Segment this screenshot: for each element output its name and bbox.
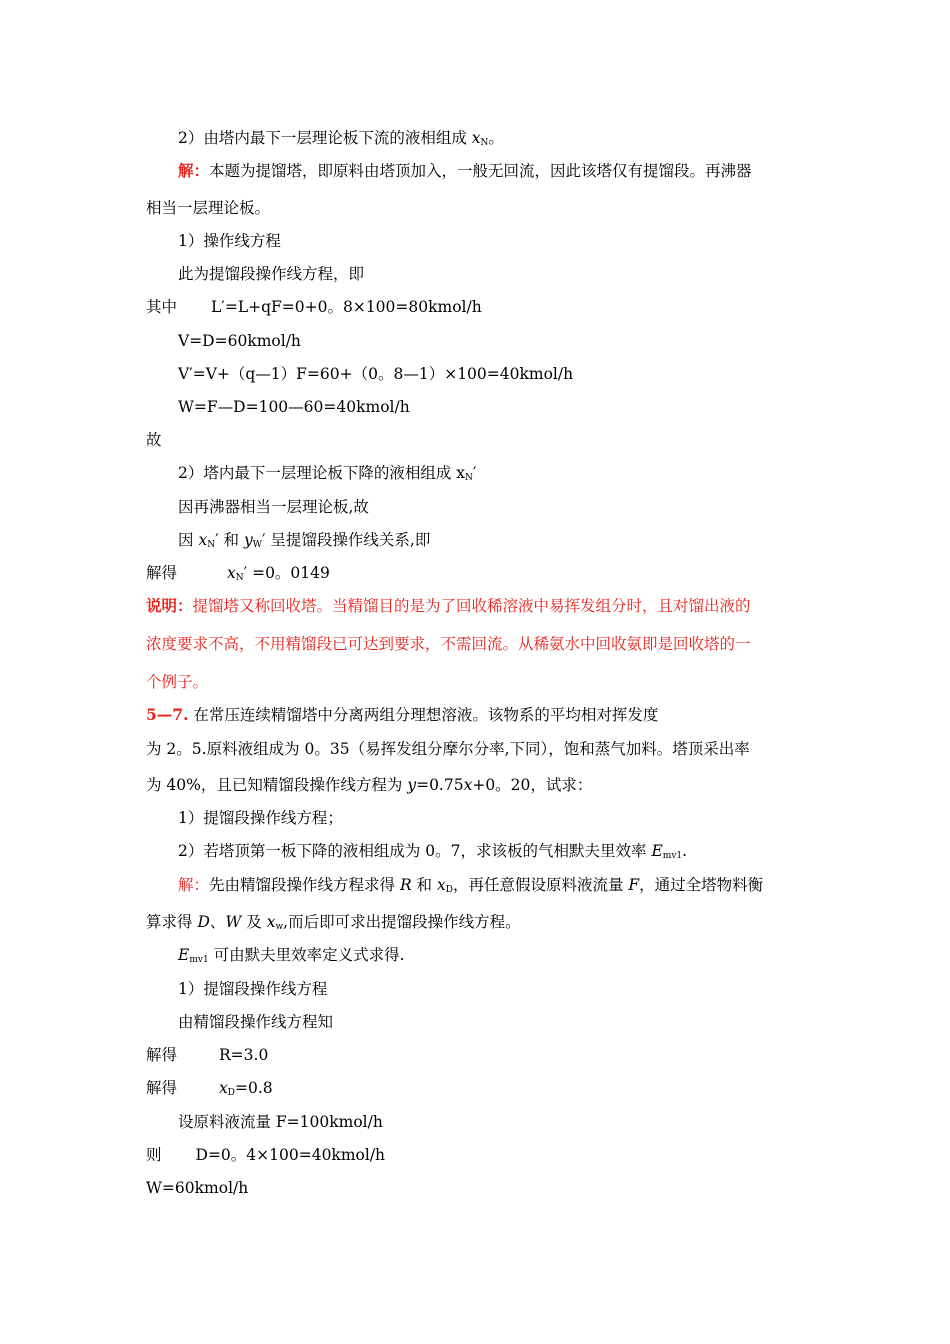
text: 因 [178,531,199,549]
text: 由精馏段操作线方程知 [178,1013,334,1031]
text: 为 2。5.原料液组成为 0。35（易挥发组分摩尔分率,下同），饱和蒸气加料。塔顶采出率 [146,740,750,758]
var: x [471,129,481,147]
text: 解得 [146,1046,178,1064]
text-line [178,530,842,550]
text: +0。20，试求： [472,776,593,794]
subscript: D [445,885,453,895]
var: F [628,876,640,894]
text-line [146,1145,810,1165]
text: 此为提馏段操作线方程，即 [178,265,365,283]
equation: L′=L+qF=0+0。8×100=80kmol/h [211,298,482,316]
text: ,而后即可求出提馏段操作线方程。 [283,913,521,931]
text-line [146,775,810,795]
equation: D=0。4×100=40kmol/h [195,1146,386,1164]
text: 2）若塔顶第一板下降的液相组成为 0。7，求该板的气相默夫里效率 [178,842,652,860]
text: 、 [209,913,226,931]
text: 本题为提馏塔，即原料由塔顶加入，一般无回流，因此该塔仅有提馏段。再沸器 [209,162,752,180]
text-line [178,875,842,895]
equation: V=D=60kmol/h [178,332,301,350]
text-line [146,672,810,692]
text: 算求得 [146,913,198,931]
subscript: N [480,138,489,148]
solution-label: 解： [178,876,210,894]
text: 则 [146,1146,162,1164]
text-line [178,331,842,351]
text: ，再任意假设原料液流量 [452,876,629,894]
var: x [463,776,473,794]
text: 解得 [146,564,178,582]
var: x [198,531,208,549]
var: W [225,913,242,931]
var: x [266,913,276,931]
problem-number: 5—7. [146,705,189,724]
text: 其中 [146,298,178,316]
text: 为 40%，且已知精馏段操作线方程为 [146,776,408,794]
text-line [178,161,842,181]
text-line [178,979,842,999]
subscript: D [227,1088,235,1098]
text-line [146,1178,810,1198]
text-line [146,705,810,725]
var: R [399,876,412,894]
var: y [407,776,417,794]
equation: =0.8 [234,1079,273,1097]
subscript: N [207,540,216,550]
text: ′ [472,464,477,482]
text: 和 [411,876,437,894]
text-line [146,596,810,616]
text-line [178,808,842,828]
text: 故 [146,431,162,449]
text: 可由默夫里效率定义式求得. [208,946,405,964]
equation: W=F—D=100—60=40kmol/h [178,398,410,416]
text: 2）塔内最下一层理论板下降的液相组成 x [178,464,466,482]
var: x [436,876,446,894]
text: 设原料液流量 F=100kmol/h [178,1113,383,1131]
text-line [146,563,810,583]
text: =0.75 [416,776,464,794]
var: E [178,946,190,964]
note-text: 提馏塔又称回收塔。当精馏目的是为了回收稀溶液中易挥发组分时，且对馏出液的 [192,597,751,615]
text-line [178,463,842,483]
solution-label: 解： [178,161,210,180]
text: 因再沸器相当一层理论板,故 [178,498,369,516]
subscript: W [252,540,262,550]
text: 2）由塔内最下一层理论板下流的液相组成 [178,129,472,147]
text: ′ 和 [215,531,244,549]
text-line [146,1078,810,1098]
equation: W=60kmol/h [146,1179,249,1197]
text-line [146,1045,810,1065]
equation: ′ =0。0149 [243,564,330,582]
text-line [178,128,842,148]
subscript: mv1 [662,851,683,861]
var: E [651,842,663,860]
text: ，通过全塔物料衡 [639,876,764,894]
subscript: N [235,573,244,583]
subscript: w [275,922,284,932]
text: 1）提馏段操作线方程 [178,980,328,998]
text: 1）提馏段操作线方程； [178,809,343,827]
text-line [178,497,842,517]
equation: R=3.0 [219,1046,269,1064]
text-line [178,397,842,417]
text: 在常压连续精馏塔中分离两组分理想溶液。该物系的平均相对挥发度 [188,706,659,724]
text-line [178,231,842,251]
text-line [146,198,810,218]
text-line [146,297,810,317]
equation: V′=V+（q—1）F=60+（0。8—1）×100=40kmol/h [178,365,574,383]
text-line [178,1112,842,1132]
text-line [178,264,842,284]
var: y [243,531,253,549]
text: 解得 [146,1079,178,1097]
text: . [682,842,688,860]
text-line [146,912,810,932]
text-line [178,1012,842,1032]
text-line [146,430,810,450]
note-label: 说明： [146,596,193,615]
text: 及 [241,913,267,931]
text: 。 [488,129,504,147]
text-line [178,841,842,861]
text-line [178,364,842,384]
note-text: 浓度要求不高，不用精馏段已可达到要求，不需回流。从稀氨水中回收氨即是回收塔的一 [146,635,751,653]
var: x [219,1079,228,1097]
text: 1）操作线方程 [178,232,281,250]
var: x [227,564,236,582]
text-line [146,739,810,759]
text-line [178,945,842,965]
subscript: N [465,473,473,483]
subscript: mv1 [189,955,209,965]
text-line [146,634,810,654]
note-text: 个例子。 [146,673,209,691]
text: ′ 呈提馏段操作线关系,即 [261,531,431,549]
text: 相当一层理论板。 [146,199,271,217]
text: 先由精馏段操作线方程求得 [209,876,400,894]
var: D [197,913,210,931]
